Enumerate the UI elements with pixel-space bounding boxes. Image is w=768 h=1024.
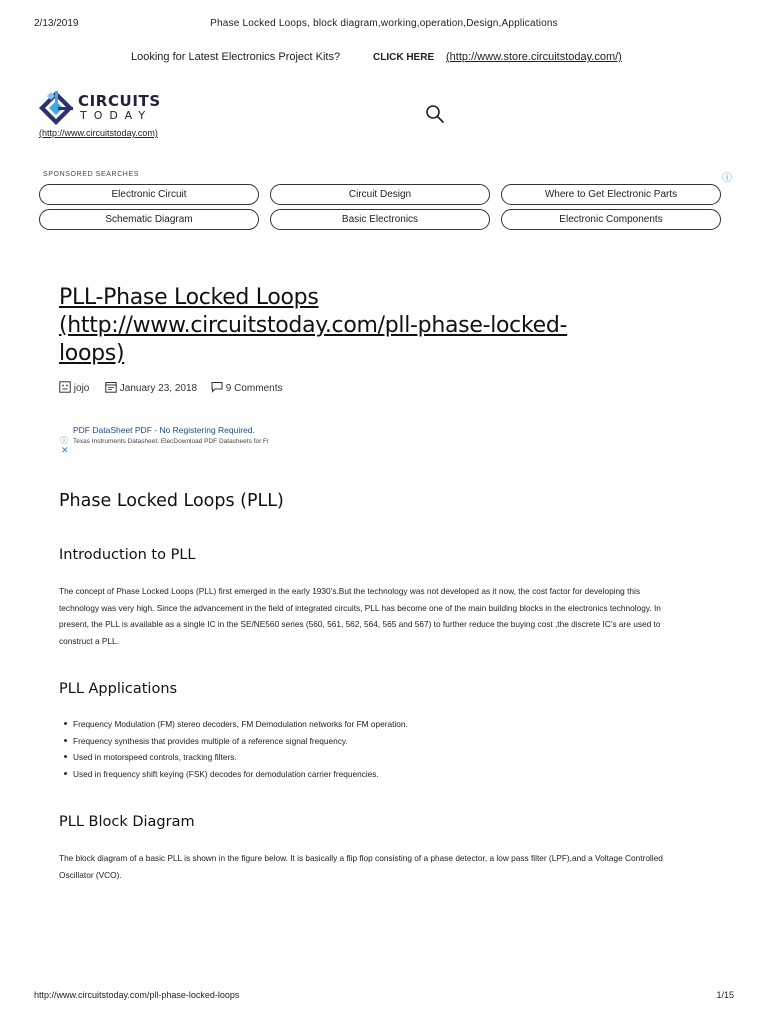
sponsored-pill-electronic-components[interactable]: Electronic Components xyxy=(501,209,721,230)
comments-meta[interactable] xyxy=(211,381,282,394)
ad-close-icon[interactable]: ✕ xyxy=(61,445,69,455)
sponsored-label: SPONSORED SEARCHES xyxy=(43,171,139,178)
intro-paragraph xyxy=(59,583,709,649)
promo-bar xyxy=(0,51,768,67)
circuits-today-logo-icon xyxy=(38,90,74,126)
author-name: jojo xyxy=(73,383,90,394)
ad-info-icon[interactable]: ⓘ xyxy=(60,436,68,445)
sponsored-pill-electronic-circuit[interactable]: Electronic Circuit xyxy=(39,184,259,205)
article-title-line: loops) xyxy=(59,341,125,366)
list-item: Frequency Modulation (FM) stereo decoders, FM Demodulation networks for FM operation. xyxy=(73,716,673,733)
ad-title[interactable]: PDF DataSheet PDF - No Registering Required. xyxy=(73,425,255,435)
intro-heading: Introduction to PLL xyxy=(59,547,196,563)
promo-store-link[interactable]: (http://www.store.circuitstoday.com/) xyxy=(446,51,622,63)
sponsored-pill-basic-electronics[interactable]: Basic Electronics xyxy=(270,209,490,230)
paragraph-line: construct a PLL. xyxy=(59,635,119,646)
paragraph-line: The block diagram of a basic PLL is shown in the figure below. It is basically a flip flop consisting of a phase detector, a low pass filter (LPF),and a Voltage Controlled xyxy=(59,853,663,863)
comments-count: 9 Comments xyxy=(225,383,283,394)
print-footer xyxy=(34,990,734,1002)
paragraph-line: The concept of Phase Locked Loops (PLL) first emerged in the early 1930’s.But the technology was not developed as it now, the cost factor for developing this xyxy=(59,586,640,596)
info-icon[interactable]: ⓘ xyxy=(722,173,732,184)
sponsored-pill-circuit-design[interactable]: Circuit Design xyxy=(270,184,490,205)
footer-url: http://www.circuitstoday.com/pll-phase-locked-loops xyxy=(34,990,240,1000)
author-icon xyxy=(59,381,71,393)
print-title: Phase Locked Loops, block diagram,working,operation,Design,Applications xyxy=(210,18,558,29)
comment-icon xyxy=(211,381,223,393)
site-logo[interactable] xyxy=(38,88,178,128)
applications-heading: PLL Applications xyxy=(59,681,178,697)
paragraph-line: Oscillator (VCO). xyxy=(59,869,122,880)
block-diagram-heading: PLL Block Diagram xyxy=(59,814,195,830)
calendar-icon xyxy=(105,381,117,393)
article-title-link[interactable] xyxy=(59,284,699,368)
list-item: Frequency synthesis that provides multiple of a reference signal frequency. xyxy=(73,733,673,750)
promo-question: Looking for Latest Electronics Project Kits? xyxy=(131,51,341,63)
article-title-line: PLL-Phase Locked Loops xyxy=(59,285,319,310)
list-item: Used in frequency shift keying (FSK) decodes for demodulation carrier frequencies. xyxy=(73,766,673,783)
list-item: Used in motorspeed controls, tracking filters. xyxy=(73,749,673,766)
print-date: 2/13/2019 xyxy=(34,18,79,29)
date-meta xyxy=(105,381,197,394)
author-meta[interactable] xyxy=(59,381,89,394)
article-title-line: (http://www.circuitstoday.com/pll-phase-locked- xyxy=(59,313,568,338)
post-date: January 23, 2018 xyxy=(119,383,198,394)
paragraph-line: technology was very high. Since the advancement in the field of integrated circuits, PLL has become one of the main building blocks in the electronics technology. In xyxy=(59,602,661,613)
paragraph-line: present, the PLL is available as a single IC in the SE/NE560 series (560, 561, 562, 564, 565 and 567) to further reduce the buying cost ,the discrete IC’s are used to xyxy=(59,619,661,629)
search-icon[interactable] xyxy=(425,104,445,124)
applications-list xyxy=(73,716,673,782)
ad-text: Texas Instruments Datasheet. ElecDownload PDF Datasheets for Fr xyxy=(73,438,270,445)
logo-word-circuits: CIRCUITS xyxy=(78,92,161,110)
inline-ad[interactable] xyxy=(60,425,300,455)
print-header xyxy=(34,18,734,32)
logo-word-today: TODAY xyxy=(80,109,153,122)
sponsored-pill-electronic-parts[interactable]: Where to Get Electronic Parts xyxy=(501,184,721,205)
page-number: 1/15 xyxy=(716,990,734,1000)
section-heading: Phase Locked Loops (PLL) xyxy=(59,491,284,511)
sponsored-pill-schematic-diagram[interactable]: Schematic Diagram xyxy=(39,209,259,230)
promo-click-here[interactable]: CLICK HERE xyxy=(373,52,435,63)
logo-url-link[interactable]: (http://www.circuitstoday.com) xyxy=(39,128,158,138)
block-diagram-paragraph xyxy=(59,850,709,883)
